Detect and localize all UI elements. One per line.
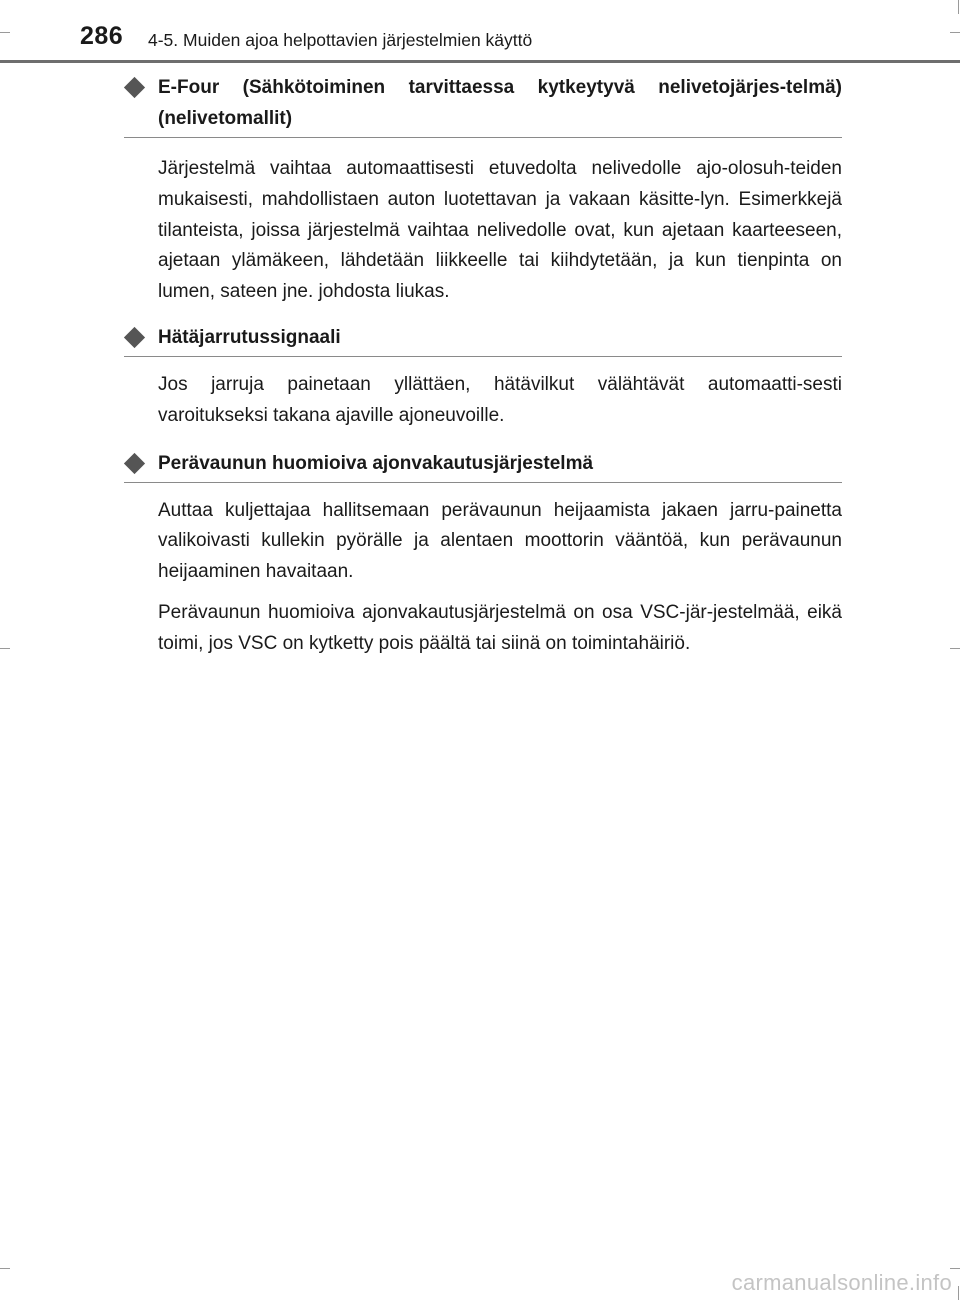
page-number: 286	[80, 22, 124, 50]
body-paragraph: Järjestelmä vaihtaa automaattisesti etuvedolta nelivedolle ajo-olosuh-teiden mukaisesti, mahdollistaen auton luotettavan ja vakaan käsitte-lyn. Esimerkkejä tilanteista, joissa järjestelmä vaihtaa nelivedolle ovat, kun ajetaan kaarteeseen, ajetaan ylämäkeen, lähdetään liikkeelle tai kiihdytetään, ja kun tienpinta on lumen, sateen jne. johdosta liukas.	[158, 158, 842, 303]
diamond-bullet-icon	[124, 452, 145, 473]
header-rule	[0, 60, 960, 63]
crop-mark	[950, 1268, 960, 1269]
section-heading-text: Hätäjarrutussignaali	[158, 326, 341, 348]
section-heading-text: E-Four (Sähkötoiminen tarvittaessa kytkeytyvä nelivetojärjes-telmä) (nelivetomallit)	[158, 77, 842, 129]
section-heading-text: Perävaunun huomioiva ajonvakautusjärjestelmä	[158, 452, 594, 474]
page-header	[0, 0, 960, 64]
body-paragraph: Jos jarruja painetaan yllättäen, hätävilkut välähtävät automaatti-sesti varoitukseksi takana ajaville ajoneuvoille.	[158, 373, 842, 426]
section-e-four	[124, 72, 842, 308]
crop-mark	[0, 648, 10, 649]
section-trailer-sway-control	[124, 448, 842, 660]
crop-mark	[950, 648, 960, 649]
section-heading	[124, 322, 842, 357]
section-emergency-brake-signal	[124, 322, 842, 432]
body-paragraph: Perävaunun huomioiva ajonvakautusjärjestelmä on osa VSC-jär-jestelmää, eikä toimi, jos VSC on kytketty pois päältä tai siinä on toimintahäiriö.	[158, 601, 842, 654]
diamond-bullet-icon	[124, 77, 145, 98]
section-heading	[124, 72, 842, 138]
crop-mark	[0, 1268, 10, 1269]
body-paragraph: Auttaa kuljettajaa hallitsemaan perävaunun heijaamista jakaen jarru-painetta valikoivasti kullekin pyörälle ja alentaen moottorin vääntöä, kun perävaunun heijaaminen havaitaan.	[158, 499, 842, 583]
section-heading	[124, 448, 842, 483]
crop-mark	[958, 1286, 959, 1300]
page-content	[124, 72, 842, 660]
diamond-bullet-icon	[124, 327, 145, 348]
chapter-title: 4-5. Muiden ajoa helpottavien järjestelmien käyttö	[148, 30, 533, 50]
watermark: carmanualsonline.info	[731, 1270, 952, 1295]
